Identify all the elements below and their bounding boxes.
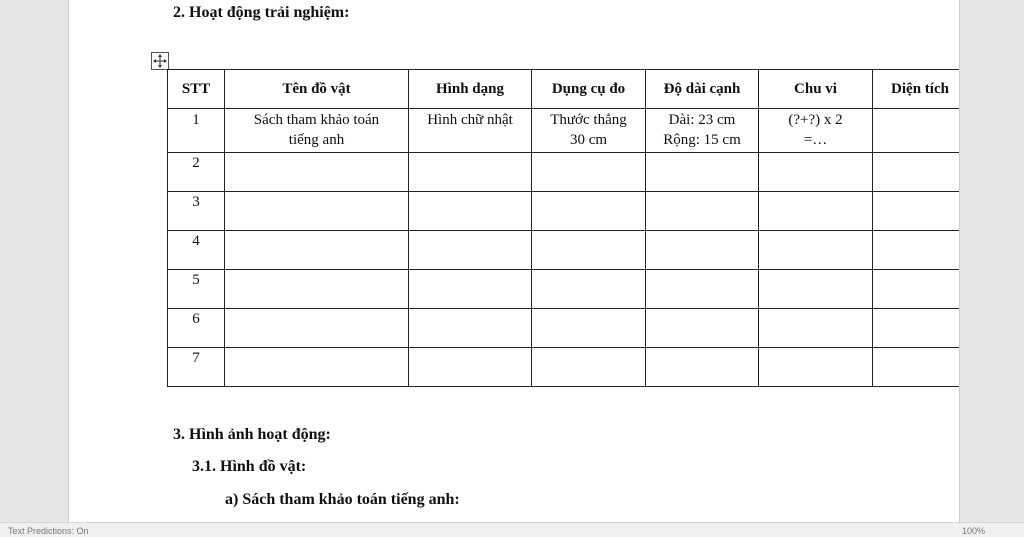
table-cell[interactable] [409,153,532,192]
section-2-heading: 2. Hoạt động trải nghiệm: [173,4,350,21]
table-cell[interactable] [532,231,646,270]
table-cell[interactable] [409,309,532,348]
table-cell[interactable]: Sách tham khảo toán tiếng anh [225,109,409,153]
table-cell[interactable] [873,153,961,192]
table-cell[interactable] [873,109,961,153]
row-number-cell[interactable]: 2 [168,153,225,192]
row-number-cell[interactable]: 4 [168,231,225,270]
header-cell-hinh-dang[interactable]: Hình dạng [409,70,532,109]
table-cell[interactable] [409,231,532,270]
row-number-cell[interactable]: 1 [168,109,225,153]
table-row [168,348,961,387]
table-cell[interactable]: Thước thẳng 30 cm [532,109,646,153]
table-cell[interactable] [759,153,873,192]
table-cell[interactable] [646,309,759,348]
row-number-cell[interactable]: 3 [168,192,225,231]
row-number-cell[interactable]: 7 [168,348,225,387]
header-cell-stt[interactable]: STT [168,70,225,109]
table-row [168,231,961,270]
table-cell[interactable] [873,348,961,387]
zoom-level[interactable]: 100% [962,526,986,536]
header-cell-dien-tich[interactable]: Diện tích [873,70,961,109]
table-cell[interactable] [225,309,409,348]
table-cell[interactable] [225,192,409,231]
document-page[interactable] [68,0,960,522]
table-cell[interactable] [532,348,646,387]
header-cell-chu-vi[interactable]: Chu vi [759,70,873,109]
table-cell[interactable] [532,270,646,309]
table-cell[interactable] [873,192,961,231]
table-cell[interactable] [225,270,409,309]
table-cell[interactable] [225,153,409,192]
row-number-cell[interactable]: 5 [168,270,225,309]
table-row [168,270,961,309]
section-3-1-heading: 3.1. Hình đồ vật: [192,458,307,475]
text-predictions-status[interactable]: Text Predictions: On [8,526,89,536]
table-cell[interactable]: Dài: 23 cm Rộng: 15 cm [646,109,759,153]
table-row [168,192,961,231]
header-cell-do-dai-canh[interactable]: Độ dài cạnh [646,70,759,109]
table-move-handle-icon[interactable] [151,52,169,70]
table-cell[interactable] [409,270,532,309]
table-cell[interactable] [759,192,873,231]
header-cell-dung-cu-do[interactable]: Dụng cụ đo [532,70,646,109]
table-cell[interactable] [873,231,961,270]
section-3-heading: 3. Hình ảnh hoạt động: [173,426,331,443]
table-row [168,309,961,348]
table-row [168,153,961,192]
table-cell[interactable]: Hình chữ nhật [409,109,532,153]
table-cell[interactable] [759,231,873,270]
table-cell[interactable] [532,192,646,231]
table-cell[interactable] [759,309,873,348]
status-bar [0,522,1024,537]
table-cell[interactable]: (?+?) x 2 =… [759,109,873,153]
table-cell[interactable] [873,270,961,309]
table-cell[interactable] [759,348,873,387]
table-header-row [168,70,961,109]
row-number-cell[interactable]: 6 [168,309,225,348]
table-row [168,109,961,153]
section-3-1-a-heading: a) Sách tham khảo toán tiếng anh: [225,491,460,508]
table-cell[interactable] [409,348,532,387]
table-cell[interactable] [646,270,759,309]
header-cell-ten-do-vat[interactable]: Tên đồ vật [225,70,409,109]
table-cell[interactable] [225,231,409,270]
table-cell[interactable] [409,192,532,231]
table-cell[interactable] [873,309,961,348]
table-cell[interactable] [759,270,873,309]
table-cell[interactable] [646,231,759,270]
table-cell[interactable] [646,348,759,387]
table-cell[interactable] [646,192,759,231]
table-cell[interactable] [225,348,409,387]
activity-table [167,69,960,387]
table-cell[interactable] [532,309,646,348]
table-cell[interactable] [532,153,646,192]
table-cell[interactable] [646,153,759,192]
